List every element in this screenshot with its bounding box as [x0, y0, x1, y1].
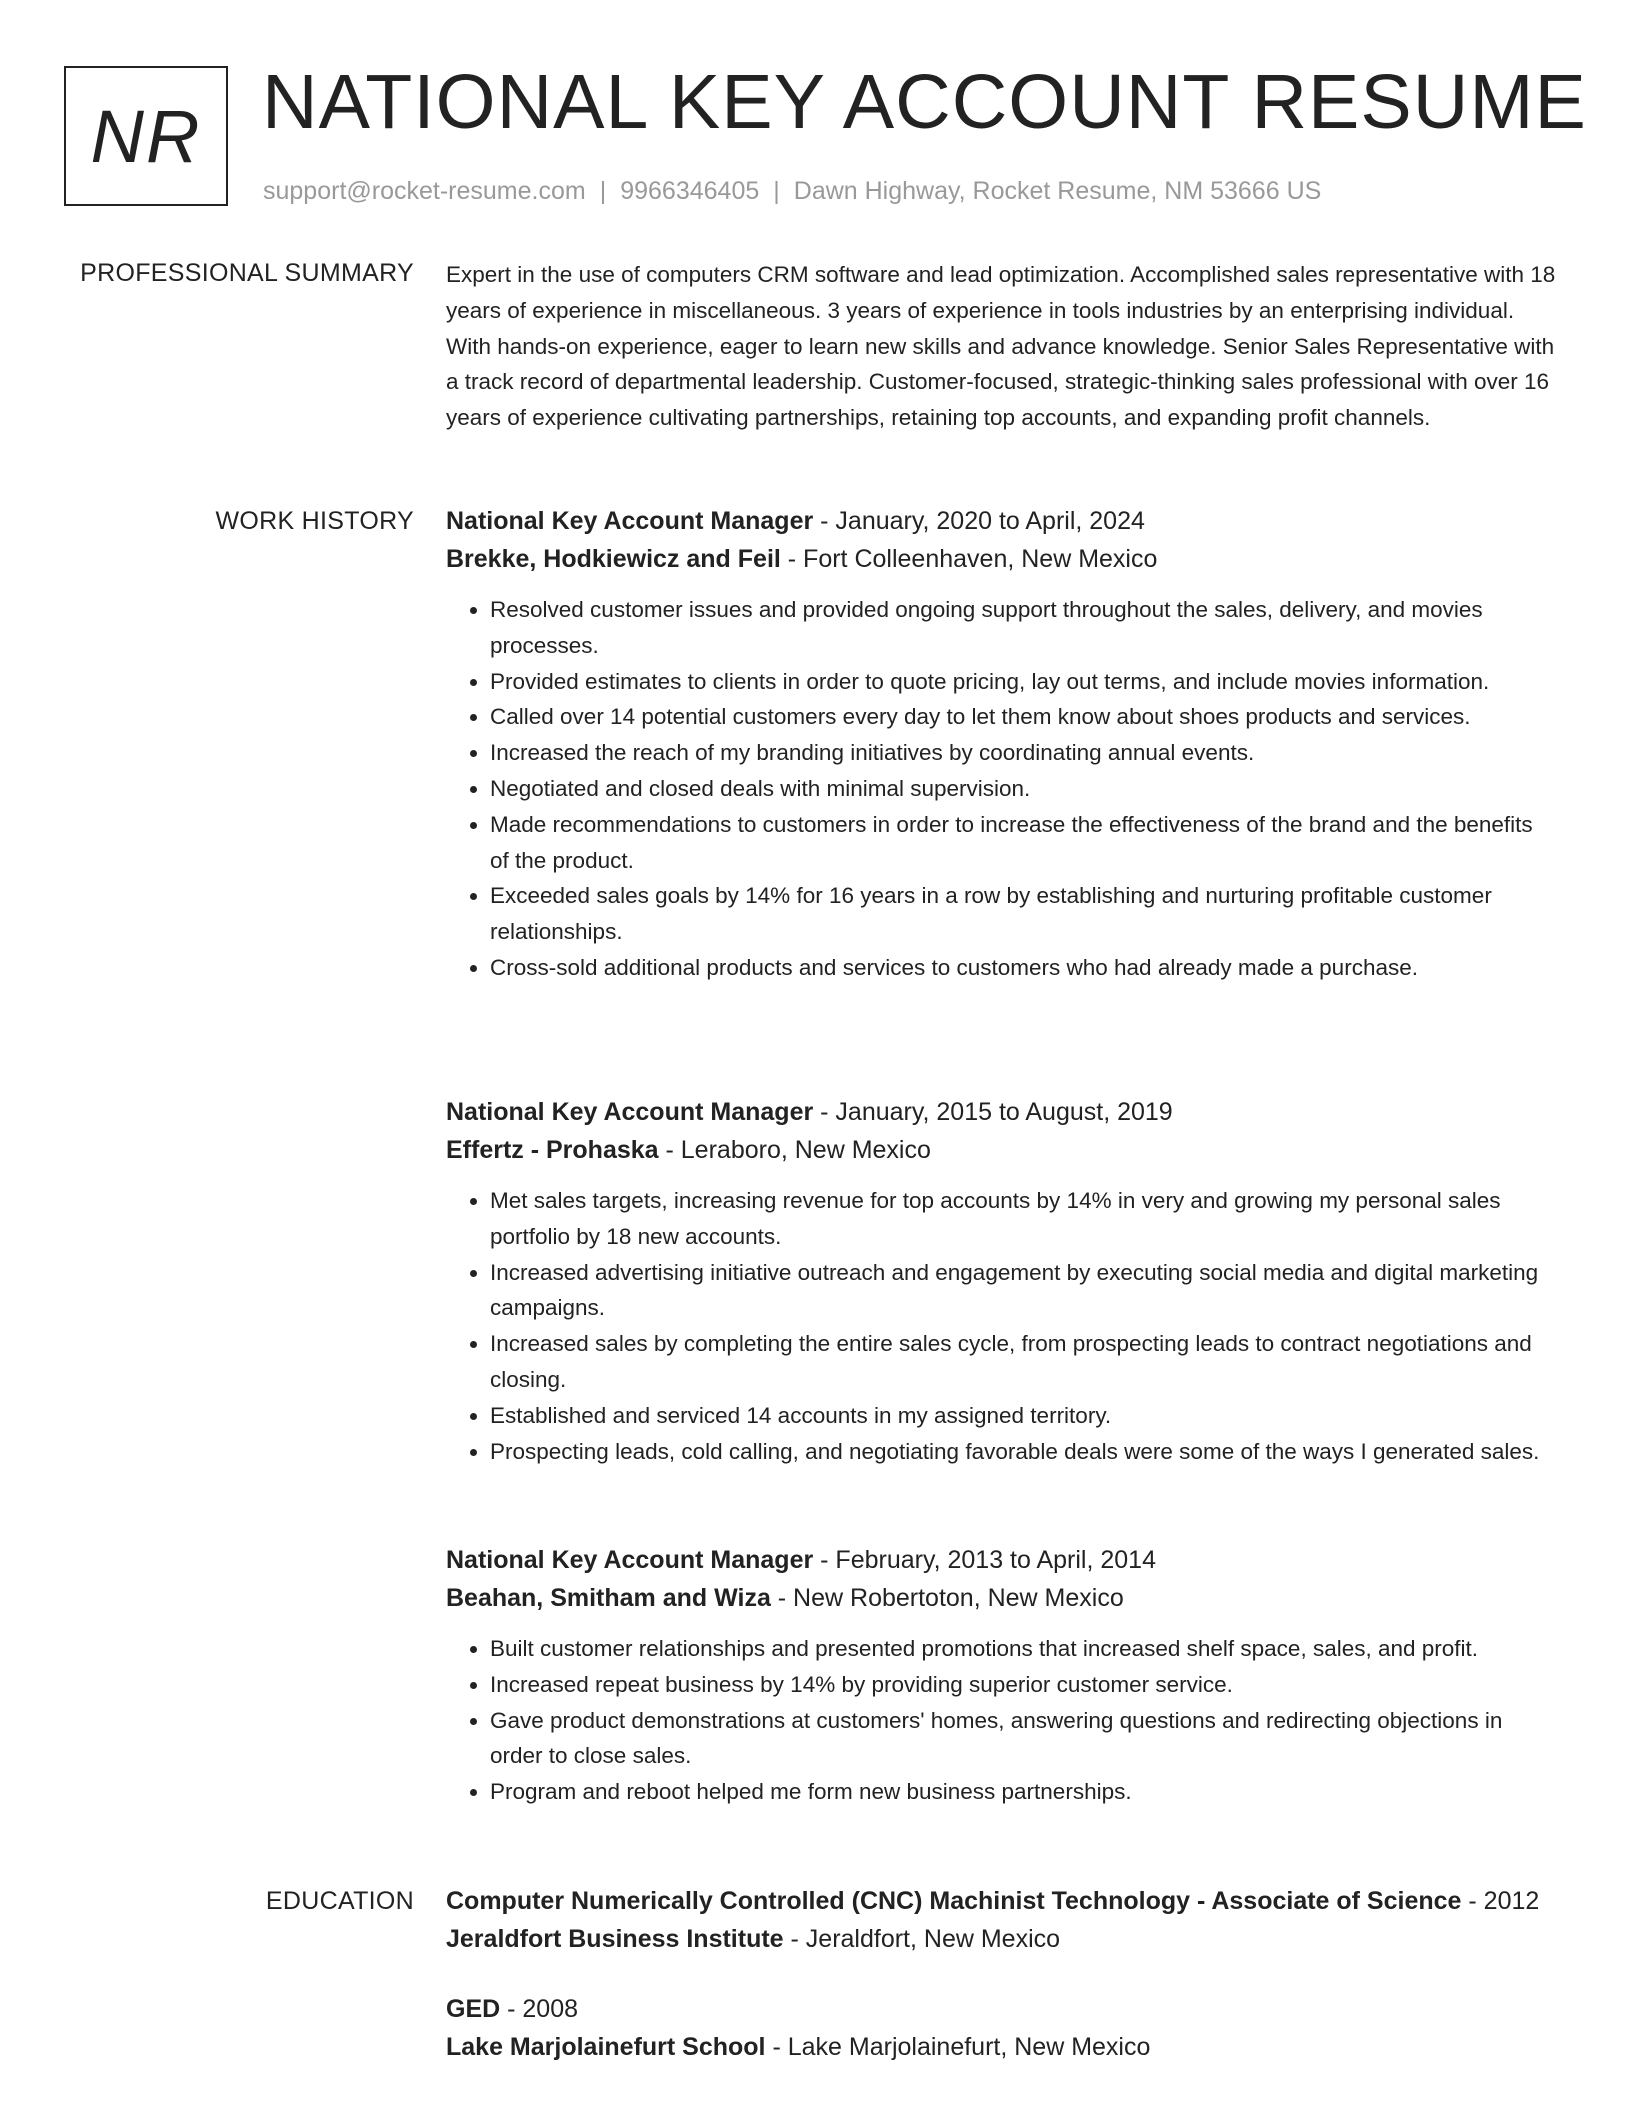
education-degree-line — [446, 1882, 1556, 1920]
resume-title: NATIONAL KEY ACCOUNT RESUME — [262, 59, 1587, 145]
job-bullets — [446, 592, 1556, 986]
list-item: • Increased the reach of my branding initiatives by coordinating annual events. — [490, 735, 1556, 771]
job-company: Effertz - Prohaska — [446, 1136, 659, 1164]
monogram-initials: NR — [90, 94, 202, 178]
job-title: National Key Account Manager — [446, 1098, 814, 1126]
list-item: • Called over 14 potential customers every day to let them know about shoes products and services. — [490, 699, 1556, 735]
list-item: • Program and reboot helped me form new business partnerships. — [490, 1774, 1556, 1810]
education-year: - 2012 — [1461, 1887, 1540, 1915]
job-title: National Key Account Manager — [446, 1546, 814, 1574]
job-title: National Key Account Manager — [446, 507, 814, 535]
education-degree: Computer Numerically Controlled (CNC) Machinist Technology - Associate of Science — [446, 1887, 1462, 1915]
contact-separator: | — [599, 177, 607, 205]
contact-phone[interactable]: 9966346405 — [620, 177, 760, 205]
education-school-line — [446, 1920, 1556, 1958]
monogram-box — [64, 66, 228, 206]
job-company: Brekke, Hodkiewicz and Feil — [446, 545, 781, 573]
job-dates: - February, 2013 to April, 2014 — [813, 1546, 1156, 1574]
list-item: • Gave product demonstrations at customers' homes, answering questions and redirecting objections in order to close sales. — [490, 1703, 1556, 1775]
list-item: • Resolved customer issues and provided ongoing support throughout the sales, delivery, and movies processes. — [490, 592, 1556, 664]
job-title-line — [446, 1093, 1556, 1131]
list-item: • Built customer relationships and presented promotions that increased shelf space, sales, and profit. — [490, 1631, 1556, 1667]
job-location: - New Robertoton, New Mexico — [770, 1584, 1124, 1612]
job-bullets — [446, 1183, 1556, 1469]
list-item: • Established and serviced 14 accounts in my assigned territory. — [490, 1398, 1556, 1434]
education-year: - 2008 — [500, 1995, 579, 2023]
contact-separator: | — [773, 177, 780, 205]
section-label-summary: PROFESSIONAL SUMMARY — [80, 259, 414, 287]
job-entry — [446, 502, 1556, 986]
education-degree-line — [446, 1990, 1556, 2028]
job-location: - Leraboro, New Mexico — [658, 1136, 931, 1164]
contact-line — [263, 174, 1321, 208]
list-item: • Negotiated and closed deals with minimal supervision. — [490, 771, 1556, 807]
contact-address: Dawn Highway, Rocket Resume, NM 53666 US — [793, 177, 1322, 205]
job-company-line — [446, 1131, 1556, 1169]
list-item: • Prospecting leads, cold calling, and negotiating favorable deals were some of the ways I generated sales. — [490, 1434, 1556, 1470]
contact-email[interactable]: support@rocket-resume.com — [263, 177, 586, 205]
education-school: Lake Marjolainefurt School — [446, 2033, 766, 2061]
job-entry — [446, 1093, 1556, 1469]
job-company-line — [446, 540, 1556, 578]
education-school-line — [446, 2028, 1556, 2066]
education-entry — [446, 1882, 1556, 1958]
list-item: • Met sales targets, increasing revenue for top accounts by 14% in very and growing my personal sales portfolio by 18 new accounts. — [490, 1183, 1556, 1255]
job-dates: - January, 2020 to April, 2024 — [813, 507, 1145, 535]
summary-text: Expert in the use of computers CRM software and lead optimization. Accomplished sales representative with 18 years of experience in miscellaneous. 3 years of experience in tools industries by an enterprising individual. With hands-on experience, eager to learn new skills and advance knowledge. Senior Sales Representative with a track record of departmental leadership. Customer-focused, strategic-thinking sales professional with over 16 years of experience cultivating partnerships, retaining top accounts, and expanding profit channels. — [446, 262, 1556, 431]
list-item: • Cross-sold additional products and services to customers who had already made a purchase. — [490, 950, 1556, 986]
job-dates: - January, 2015 to August, 2019 — [813, 1098, 1173, 1126]
list-item: • Exceeded sales goals by 14% for 16 years in a row by establishing and nurturing profitable customer relationships. — [490, 878, 1556, 950]
list-item: • Increased advertising initiative outreach and engagement by executing social media and digital marketing campaigns. — [490, 1255, 1556, 1327]
list-item: • Increased sales by completing the entire sales cycle, from prospecting leads to contract negotiations and closing. — [490, 1326, 1556, 1398]
education-location: - Jeraldfort, New Mexico — [783, 1925, 1061, 1953]
job-company-line — [446, 1579, 1556, 1617]
education-school: Jeraldfort Business Institute — [446, 1925, 784, 1953]
job-company: Beahan, Smitham and Wiza — [446, 1584, 771, 1612]
list-item: • Increased repeat business by 14% by providing superior customer service. — [490, 1667, 1556, 1703]
education-entry — [446, 1990, 1556, 2066]
job-bullets — [446, 1631, 1556, 1810]
education-degree: GED — [446, 1995, 501, 2023]
job-title-line — [446, 1541, 1556, 1579]
list-item: • Provided estimates to clients in order to quote pricing, lay out terms, and include movies information. — [490, 664, 1556, 700]
list-item: • Made recommendations to customers in order to increase the effectiveness of the brand and the benefits of the product. — [490, 807, 1556, 879]
education-location: - Lake Marjolainefurt, New Mexico — [765, 2033, 1151, 2061]
job-title-line — [446, 502, 1556, 540]
job-entry — [446, 1541, 1556, 1810]
job-location: - Fort Colleenhaven, New Mexico — [780, 545, 1158, 573]
section-label-work-history: WORK HISTORY — [215, 507, 414, 535]
summary-section — [446, 257, 1556, 436]
section-label-education: EDUCATION — [265, 1887, 414, 1915]
